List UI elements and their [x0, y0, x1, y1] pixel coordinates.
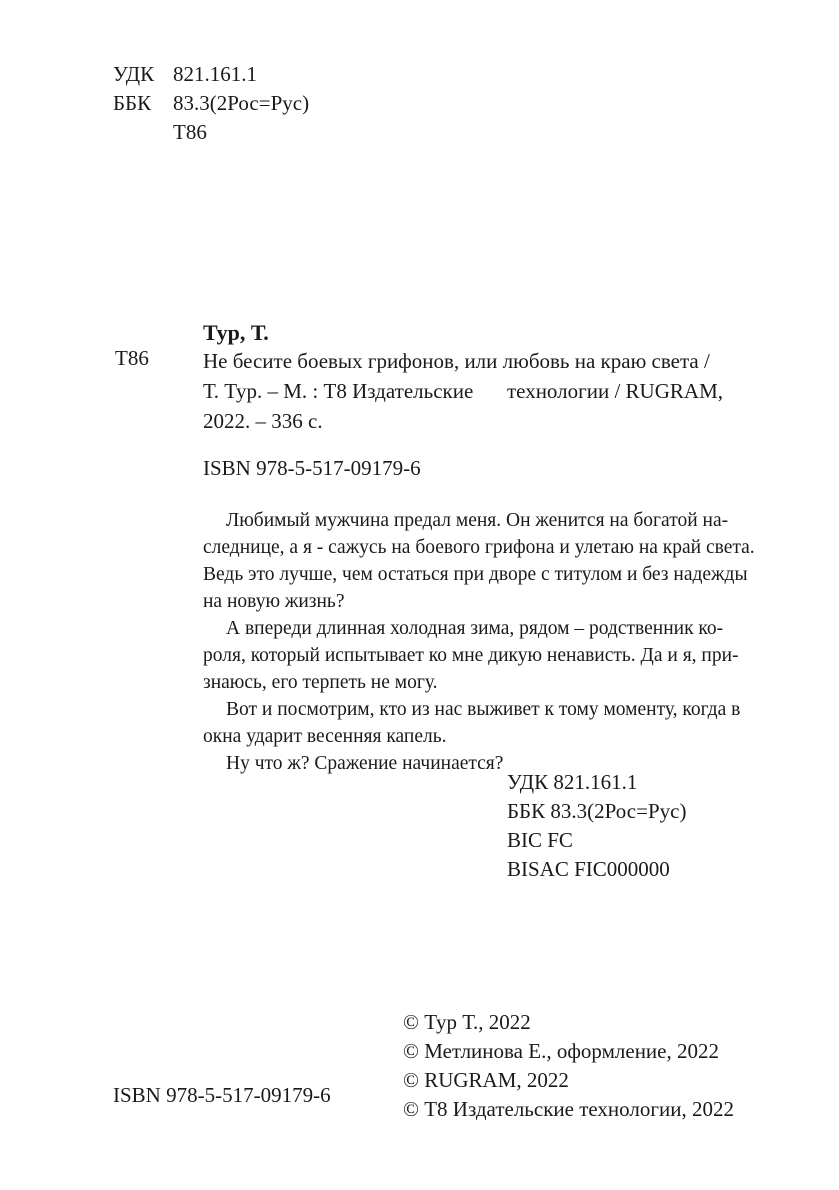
code-bisac: BISAC FIC000000 [507, 857, 670, 881]
annotation-paragraph-3 [203, 696, 741, 750]
biblio-line-2 [203, 376, 723, 406]
author-name: Тур, Т. [203, 320, 269, 345]
classification-codes-top [113, 60, 309, 147]
author-mark: Т86 [173, 120, 207, 144]
classification-codes-bottom [507, 768, 686, 884]
bbk-label: ББК [113, 91, 152, 115]
annotation-line: следнице, а я - сажусь на боевого грифона и улетаю на край света. [203, 537, 755, 558]
copyright-line: © Тур Т., 2022 [403, 1010, 531, 1034]
annotation-line: Ну что ж? Сражение начинается? [226, 753, 504, 774]
annotation-line: на новую жизнь? [203, 591, 345, 612]
copyright-line: © Т8 Издательские технологии, 2022 [403, 1097, 734, 1121]
annotation [203, 507, 755, 777]
biblio-line-1: Не бесите боевых грифонов, или любовь на краю света / [203, 349, 710, 373]
annotation-line: окна ударит весенняя капель. [203, 726, 447, 747]
author-mark-row [113, 118, 309, 147]
annotation-line: А впереди длинная холодная зима, рядом – родственник ко- [226, 618, 724, 639]
udk-row [113, 60, 309, 89]
udk-label: УДК [113, 62, 155, 86]
biblio-line-2a: Т. Тур. – М. : Т8 Издательские [203, 379, 474, 403]
isbn-main: ISBN 978-5-517-09179-6 [203, 456, 421, 480]
isbn-bottom: ISBN 978-5-517-09179-6 [113, 1083, 331, 1107]
bbk-value: 83.3(2Рос=Рус) [173, 91, 310, 115]
author-mark-left: Т86 [115, 346, 149, 370]
biblio-line-3: 2022. – 336 с. [203, 409, 323, 433]
annotation-paragraph-1 [203, 507, 755, 615]
code-udk: УДК 821.161.1 [507, 770, 638, 794]
copyright-line: © Метлинова Е., оформление, 2022 [403, 1039, 719, 1063]
annotation-line: Любимый мужчина предал меня. Он женится на богатой на- [226, 510, 729, 531]
copyright-block [403, 1008, 734, 1124]
copyright-line: © RUGRAM, 2022 [403, 1068, 569, 1092]
code-bbk: ББК 83.3(2Рос=Рус) [507, 799, 687, 823]
annotation-line: роля, который испытывает ко мне дикую ненависть. Да и я, при- [203, 645, 739, 666]
annotation-line: знаюсь, его терпеть не могу. [203, 672, 438, 693]
biblio-line-2b: технологии / RUGRAM, [506, 379, 723, 403]
code-bic: BIC FC [507, 828, 573, 852]
annotation-line: Вот и посмотрим, кто из нас выживет к тому моменту, когда в [226, 699, 741, 720]
annotation-line: Ведь это лучше, чем остаться при дворе с титулом и без надежды [203, 564, 748, 585]
annotation-paragraph-2 [203, 615, 739, 696]
udk-value: 821.161.1 [173, 62, 257, 86]
bbk-row [113, 89, 309, 118]
bibliographic-description [203, 346, 723, 436]
